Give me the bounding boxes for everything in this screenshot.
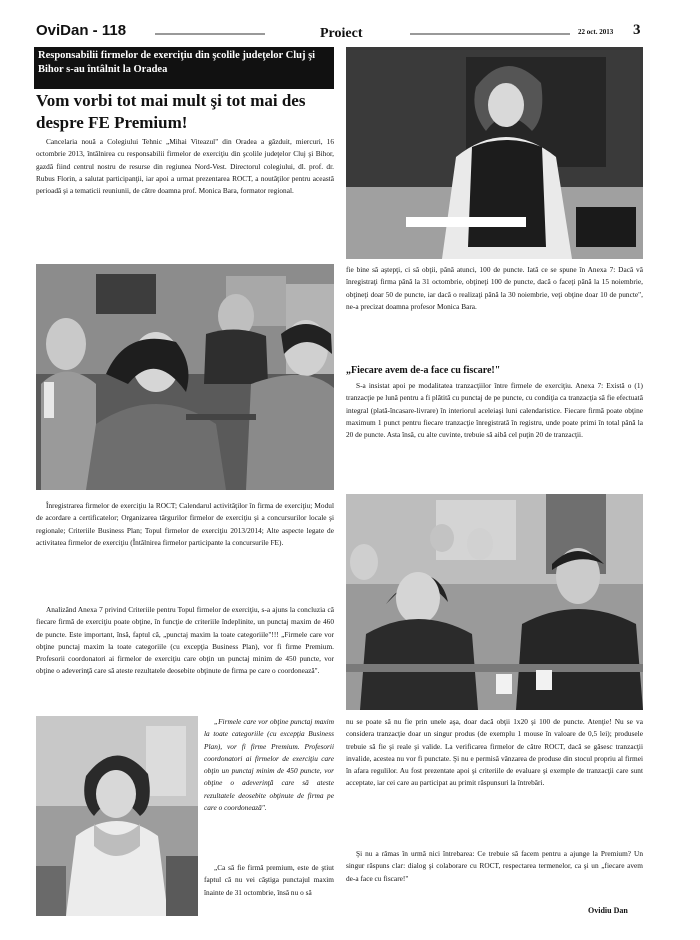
- issue-date: 22 oct. 2013: [578, 28, 614, 36]
- paragraph-premium: [204, 716, 334, 860]
- issue-label: OviDan - 118: [36, 22, 127, 39]
- teacher-portrait-photo: [36, 716, 198, 916]
- presenter-photo: [346, 47, 643, 259]
- paragraph-points: [346, 264, 643, 362]
- paragraph-topics-text: Înregistrarea firmelor de exerciţiu la ROCT; Calendarul activităţilor în firma de exerciţiu; Modul de acordare a certificatelor; Organizarea târgurilor firmelor de exerciţiu şi a concursurilor locale şi regionale; Criteriile Business Plan; Topul firmelor de exerciţiu 2013/2014; Alte aspecte legate de activitatea firmelor de exerciţiu (Întâlnirea firmelor participante la concursurile FE).: [36, 501, 334, 547]
- article-headline: Vom vorbi tot mai mult şi tot mai des despre FE Premium!: [36, 91, 306, 132]
- paragraph-conclusion: [346, 848, 643, 900]
- article-subheading: „Fiecare avem de-a face cu fiscare!": [346, 365, 501, 376]
- paragraph-criteria: [36, 604, 334, 702]
- header-rule-left: [155, 33, 265, 35]
- audience-photo-right: [346, 494, 643, 710]
- paragraph-transactions: [346, 380, 643, 488]
- paragraph-intro: [36, 136, 334, 260]
- paragraph-validity: [346, 716, 643, 846]
- paragraph-premium-text: „Firmele care vor obţine punctaj maxim la toate categoriile (cu excepţia Business Plan), vor fi firme Premium. Profesorii coordonatori ai firmelor de exerciţiu care obţin un punctaj minim de 450 puncte, vor obţine o adeverinţă care să ateste rezultatele deosebite obţinute de firma pe care o coordonează".: [204, 717, 334, 813]
- audience-photo-left: [36, 264, 334, 490]
- header-rule-right: [410, 33, 570, 35]
- paragraph-conclusion-text: Şi nu a rămas în urmă nici întrebarea: Ce trebuie să facem pentru a ajunge la Premium? Un singur răspuns clar: dialog şi colaborare cu ROCT, respectarea termenelor, ca şi un „fiecare avem de-a face cu fiscare!": [346, 849, 643, 883]
- paragraph-deadline-text: „Ca să fie firmă premium, este de ştiut faptul că nu vei câştiga punctajul maxim înainte de 31 octombrie, însă nu o să: [204, 863, 334, 897]
- paragraph-points-text: fie bine să aştepţi, ci să obţii, până atunci, 100 de puncte. Iată ce se spune în Anexa 7: Dacă vă înregistraţi firma până la 31 octombrie, obţineţi 100 de puncte, dacă o faceţi până la 15 noiembrie, obţineţi doar 50 de puncte, iar dacă o realizaţi până la 30 noiembrie, veţi obţine doar 10 de puncte", ne-a precizat doamna profesor Monica Bara.: [346, 265, 643, 311]
- author-signature: Ovidiu Dan: [588, 906, 628, 915]
- paragraph-criteria-text: Analizând Anexa 7 privind Criteriile pentru Topul firmelor de exerciţiu, s-a ajuns la concluzia că fiecare firmă de exerciţiu poate obţine, în funcţie de criteriile îndeplinite, un punctaj maxim de 460 de puncte. Este important, însă, faptul că, „punctaj maxim la toate categoriile"!!! „Firmele care vor obţine punctaj maxim la toate categoriile (cu excepţia Business Plan), vor fi firme Premium. Profesorii coordonatori ai firmelor de exerciţiu care obţin un punctaj minim de 450 puncte, vor obţine o adeverinţă care să ateste rezultatele deosebite obţinute de firma pe care o coordonează".: [36, 605, 334, 676]
- paragraph-deadline: [204, 862, 334, 918]
- page-number: 3: [633, 22, 641, 38]
- paragraph-transactions-text: S-a insistat apoi pe modalitatea tranzacţiilor între firmele de exerciţiu. Anexa 7: Există o (1) tranzacţie pe lună pentru a fi plătită cu punctaj de pe puncte, cu condiţia ca tranzacţia să fie efectuată integral (plată-încasare-livrare) în interiorul aceleiaşi luni calendaristice. Fiecare firmă poate obţine maximum 1 punct pentru fiecare tranzacţie înregistrată în registru, unde poate primi în total până la 20 de puncte. Asta însă, cu alte cuvinte, trebuie să aibă cel puţin 20 de tranzacţii.: [346, 381, 643, 440]
- paragraph-intro-text: Cancelaria nouă a Colegiului Tehnic „Mihai Viteazul" din Oradea a găzduit, miercuri, 16 octombrie 2013, întâlnirea cu responsabilii firmelor de exerciţiu din şcolile judeţelor Cluj şi Bihor, gazdă fiind centrul nostru de resurse din regiunea Nord-Vest. Directorul colegiului, dl. prof. dr. Rubus Florin, a salutat participanţii, iar apoi a urmat prezentarea ROCT, a noutăţilor pentru această perioadă şi a tematicii reuniunii, de către doamna prof. Monica Bara, formator regional.: [36, 137, 334, 196]
- paragraph-topics: [36, 500, 334, 600]
- paragraph-validity-text: nu se poate să nu fie prin unele aşa, doar dacă obţii 1x20 şi 100 de puncte. Atenţie! Nu se va considera tranzacţie doar un singur produs (de exemplu 1 mouse în valoare de 0,5 lei); produsele trebuie să fie şi reale şi valide. La verificarea firmelor de către ROCT, dacă se găsesc tranzacţii invalide, acestea nu vor fi punctate. Şi nu e permisă vânzarea de produse din stocul propriu al firmei în afara regulilor. Au fost prezentate apoi şi criteriile de evaluare şi exemple de tranzacţii care sunt acceptate, iar cei care au participat au primit răspunsuri la întrebări.: [346, 717, 643, 788]
- article-kicker: Responsabilii firmelor de exerciţiu din şcolile judeţelor Cluj şi Bihor s-au întâlnit la Oradea: [34, 47, 334, 89]
- section-title: Proiect: [320, 26, 363, 41]
